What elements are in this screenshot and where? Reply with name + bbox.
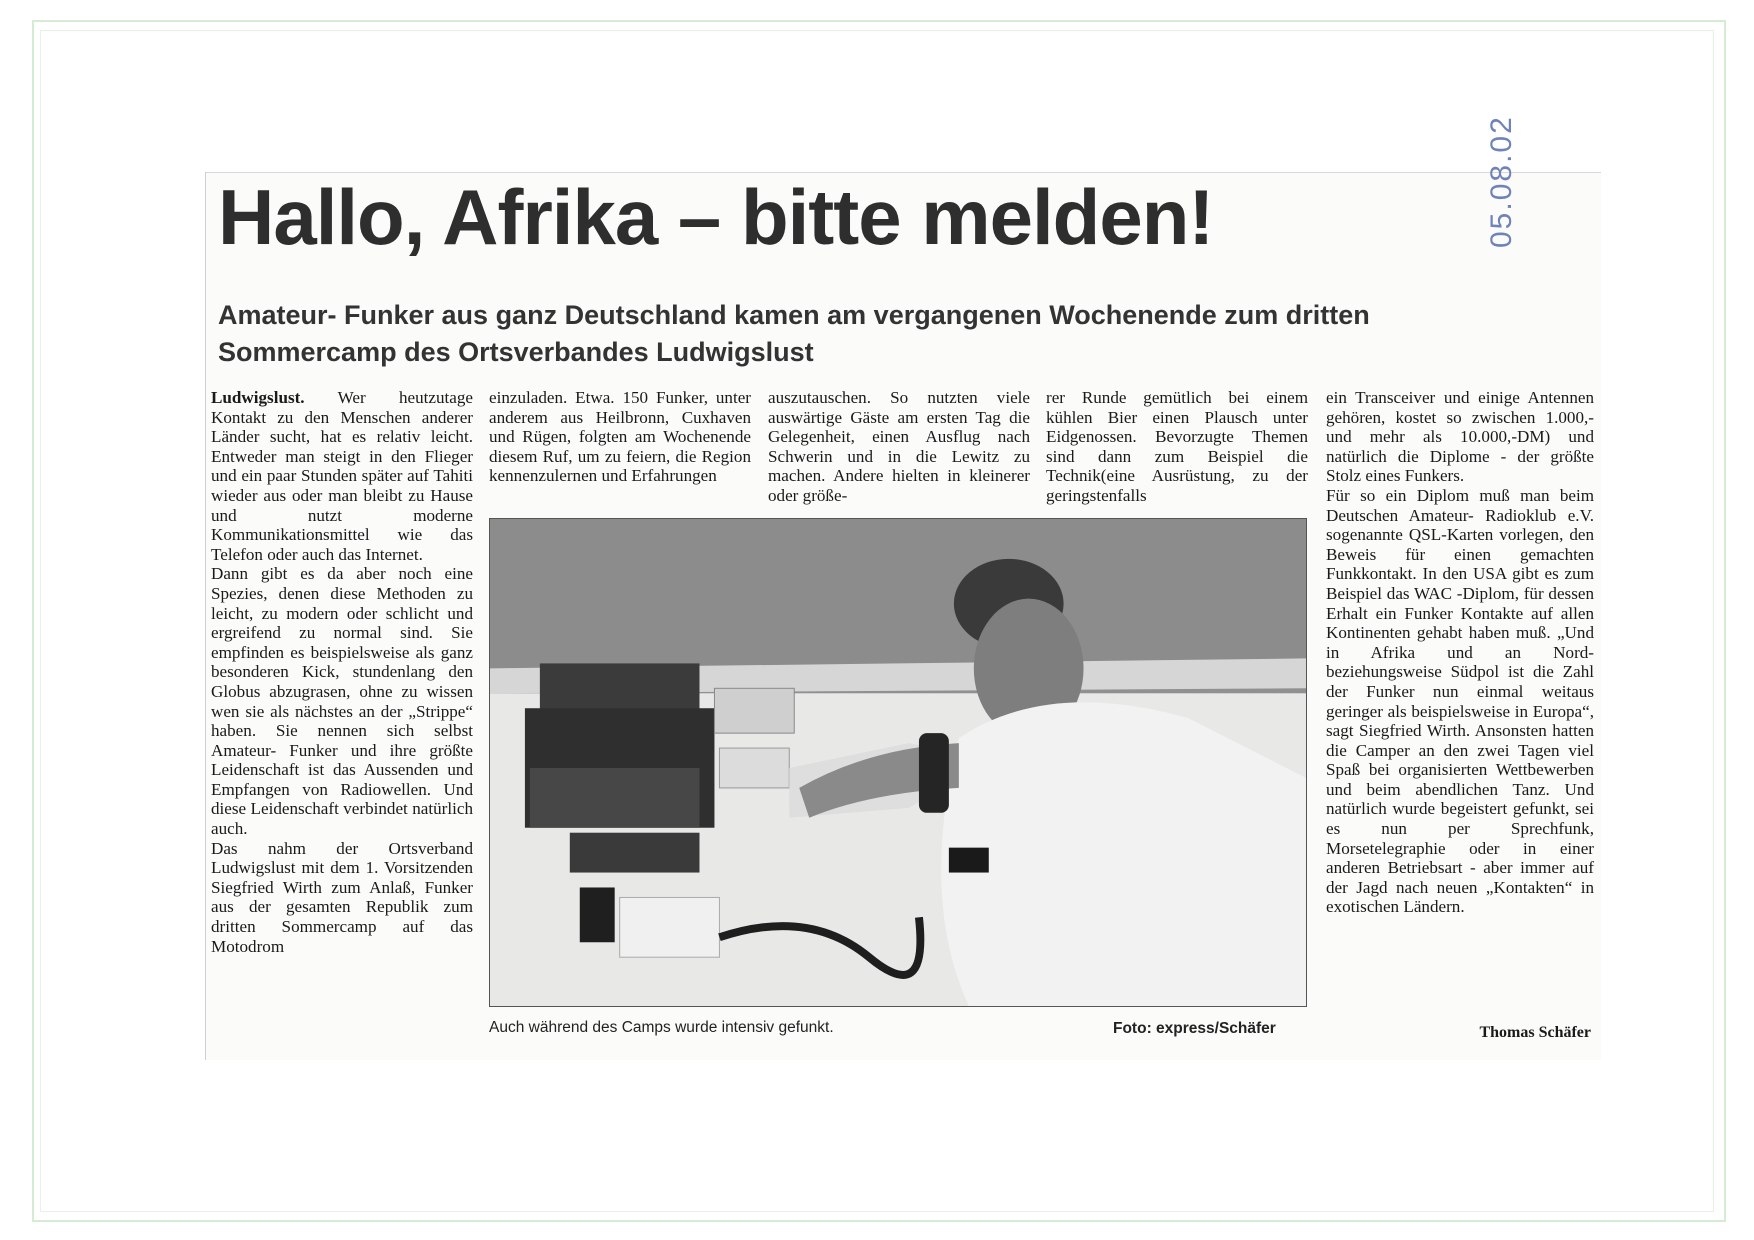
paragraph: ein Transceiver und einige Antennen gehören, kostet so zwischen 1.000,- und mehr als 10.000,-DM) und natürlich die Diplome - der größte Stolz eines Funkers.	[1326, 388, 1594, 486]
paragraph: Dann gibt es da aber noch eine Spezies, denen diese Methoden zu leicht, zu modern oder schlicht und ergreifend zu normal sind. Sie empfinden es beispielsweise als ganz besonderen Kick, stundenlang den Globus abzugrasen, ohne zu wissen wen sie als nächstes an der „Strippe“ haben. Sie nennen sich selbst Amateur- Funker und ihre größte Leidenschaft ist das Aussenden und Empfangen von Radiowellen. Und diese Leidenschaft verbindet natürlich auch.	[211, 564, 473, 839]
article-column-2	[489, 388, 751, 508]
handwritten-date: 05.08.02	[1485, 115, 1518, 248]
article-photo	[489, 518, 1307, 1007]
paragraph: auszutauschen. So nutzten viele auswärtige Gäste am ersten Tag die Gelegenheit, einen Ausflug nach Schwerin und in die Lewitz zu machen. Andere hielten in kleinerer oder größe-	[768, 388, 1030, 505]
paragraph: Für so ein Diplom muß man beim Deutschen Amateur- Radioklub e.V. sogenannte QSL-Karten vorlegen, den Beweis für einen gemachten Funkkontakt. In den USA gibt es zum Beispiel das WAC -Diplom, für dessen Erhalt ein Funker Kontakte auf allen Kontinenten gehabt haben muß. „Und in Afrika und an Nord- beziehungsweise Südpol ist die Zahl der Funker nun einmal weitaus geringer als beispielsweise in Europa“, sagt Siegfried Wirth. Ansonsten hatten die Camper an den zwei Tagen viel Spaß bei organisierten Wettbewerben und beim abendlichen Tanz. Und natürlich wurde begeistert gefunkt, sei es nun per Sprechfunk, Morsetelegraphie oder in einer anderen Betriebsart - aber immer auf der Jagd nach neuen „Kontakten“ in exotischen Ländern.	[1326, 485, 1594, 917]
paragraph: einzuladen. Etwa. 150 Funker, unter anderem aus Heilbronn, Cuxhaven und Rügen, folgten am Wochenende diesem Ruf, um zu feiern, die Region kennenzulernen und Erfahrungen	[489, 388, 751, 486]
headline: Hallo, Afrika – bitte melden!	[218, 173, 1214, 261]
article-column-4	[1046, 388, 1308, 508]
subheadline: Amateur- Funker aus ganz Deutschland kamen am vergangenen Wochenende zum dritten Sommercamp des Ortsverbandes Ludwigslust	[218, 300, 1370, 367]
photo-credit: Foto: express/Schäfer	[1113, 1020, 1276, 1037]
paragraph: Das nahm der Ortsverband Ludwigslust mit dem 1. Vorsitzenden Siegfried Wirth zum Anlaß, Funker aus der gesamten Republik zum dritten Sommercamp auf das Motodrom	[211, 838, 473, 956]
photo-radio-operator	[490, 519, 1306, 1006]
paragraph: rer Runde gemütlich bei einem kühlen Bier einen Plausch unter Eidgenossen. Bevorzugte Themen sind dann zum Beispiel die Technik(eine Ausrüstung, zu der geringstenfalls	[1046, 388, 1308, 505]
article-column-5	[1326, 388, 1594, 1048]
newspaper-clipping	[205, 172, 1601, 1060]
paragraph: Ludwigslust. Wer heutzutage Kontakt zu den Menschen anderer Länder sucht, hat es relativ leicht. Entweder man steigt in den Flieger und ein paar Stunden später auf Tahiti wieder aus oder man bleibt zu Hause und nutzt moderne Kommunikationsmittel wie das Telefon oder auch das Internet.	[211, 388, 473, 564]
author-byline: Thomas Schäfer	[1479, 1024, 1591, 1041]
photo-caption: Auch während des Camps wurde intensiv gefunkt.	[489, 1019, 834, 1036]
article-column-1	[211, 388, 473, 1048]
dateline: Ludwigslust.	[211, 388, 305, 407]
article-column-3	[768, 388, 1030, 508]
